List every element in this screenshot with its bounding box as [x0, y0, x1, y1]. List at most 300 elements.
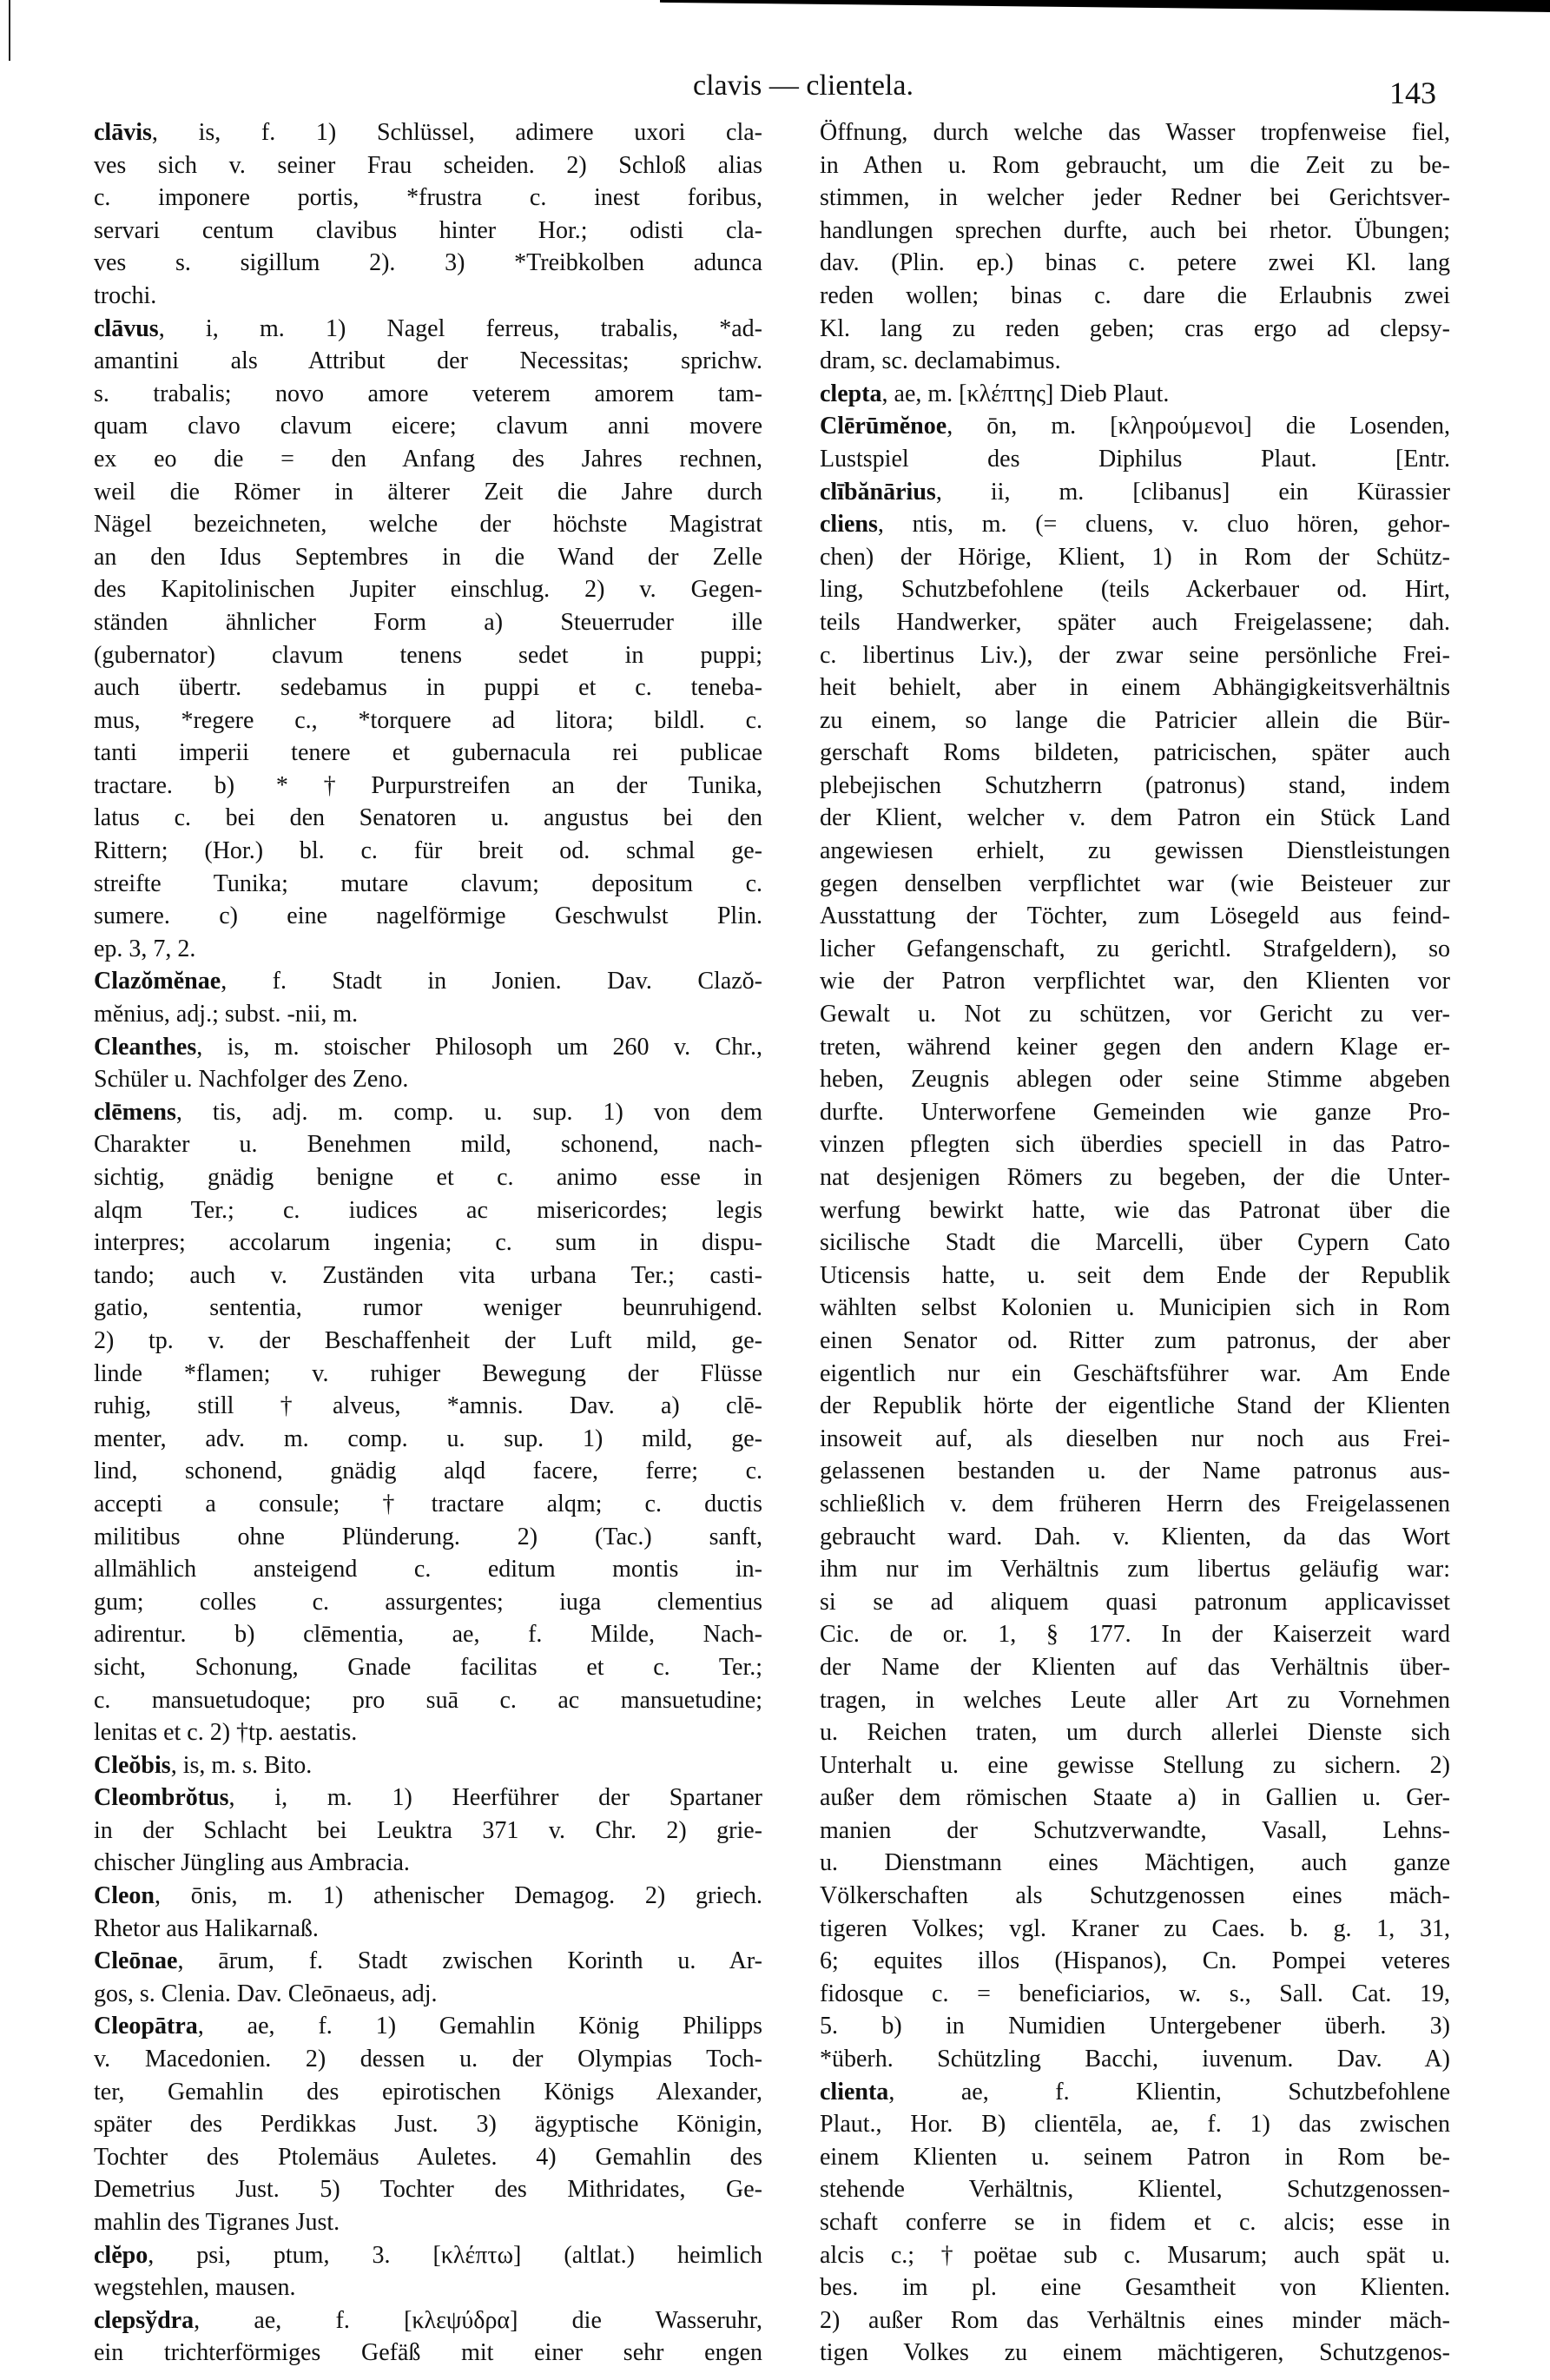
line-text: , ae, f. 1) Gemahlin König Philipps	[197, 2013, 762, 2040]
text-line	[94, 2206, 762, 2239]
text-line	[820, 1063, 1450, 1096]
entry-line	[820, 508, 1450, 541]
line-text: mahlin des Tigranes Just.	[94, 2209, 340, 2236]
text-line	[820, 1913, 1450, 1946]
page-header	[0, 69, 1550, 113]
text-line	[94, 1488, 762, 1521]
line-text: Tochter des Ptolemäus Auletes. 4) Gemahlin des	[94, 2143, 762, 2171]
text-line	[94, 280, 762, 313]
line-text: u. Reichen traten, um durch allerlei Dienste sich	[820, 1719, 1450, 1747]
line-text: lind, schonend, gnädig alqd facere, ferre; c.	[94, 1458, 762, 1485]
text-line	[94, 737, 762, 770]
text-line	[94, 1194, 762, 1227]
line-text: gelassenen bestanden u. der Name patronus aus-	[820, 1458, 1450, 1485]
line-text: v. Macedonien. 2) dessen u. der Olympias Toch-	[94, 2046, 762, 2073]
text-line	[94, 247, 762, 280]
text-line	[820, 2337, 1450, 2370]
line-text: , ntis, m. (= cluens, v. cluo hören, gehor-	[877, 511, 1450, 539]
line-text: (gubernator) clavum tenens sedet in puppi;	[94, 641, 762, 669]
line-text: c. mansuetudoque; pro suā c. ac mansuetudine;	[94, 1686, 762, 1714]
line-text: sicilische Stadt die Marcelli, über Cypern Cato	[820, 1229, 1450, 1257]
line-text: amantini als Attribut der Necessitas; sprichw.	[94, 347, 762, 375]
line-text: linde *flamen; v. ruhiger Bewegung der Flüsse	[94, 1359, 762, 1387]
line-text: tanti imperii tenere et gubernacula rei publicae	[94, 739, 762, 767]
text-line	[94, 378, 762, 411]
line-text: plebejischen Schutzherrn (patronus) stand, indem	[820, 771, 1450, 799]
headword: clepta	[820, 380, 882, 407]
line-text: heben, Zeugnis ablegen oder seine Stimme abgeben	[820, 1066, 1450, 1094]
line-text: teils Handwerker, später auch Freigelassene; dah.	[820, 608, 1450, 636]
text-line	[820, 1128, 1450, 1161]
line-text: Rhetor aus Halikarnaß.	[94, 1914, 319, 1942]
text-line	[820, 1488, 1450, 1521]
text-line	[820, 802, 1450, 835]
line-text: Lustspiel des Diphilus Plaut. [Entr.	[820, 445, 1450, 473]
line-text: schaft conferre se in fidem et c. alcis; esse in	[820, 2209, 1450, 2236]
text-line	[94, 1063, 762, 1096]
entry-line	[94, 1749, 762, 1782]
line-text: Cic. de or. 1, § 177. In der Kaiserzeit ward	[820, 1621, 1450, 1649]
line-text: , ae, m. [κλέπτης] Dieb Plaut.	[881, 380, 1170, 407]
entry-line	[820, 378, 1450, 411]
entry-line	[94, 1031, 762, 1064]
line-text: trochi.	[94, 281, 157, 309]
line-text: , is, m. s. Bito.	[170, 1751, 313, 1779]
line-text: c. imponere portis, *frustra c. inest foribus,	[94, 184, 762, 212]
text-line	[820, 933, 1450, 966]
headword: Cleanthes	[94, 1033, 197, 1061]
line-text: c. libertinus Liv.), der zwar seine persönliche Frei-	[820, 641, 1450, 669]
line-text: mus, *regere c., *torquere ad litora; bildl. c.	[94, 706, 762, 734]
line-text: fidosque c. = beneficiarios, w. s., Sall. Cat. 19,	[820, 1980, 1450, 2007]
text-line	[94, 443, 762, 476]
entry-line	[94, 313, 762, 346]
text-line	[820, 868, 1450, 901]
line-text: gatio, sententia, rumor weniger beunruhigend.	[94, 1294, 762, 1322]
text-line	[820, 1521, 1450, 1554]
text-line	[94, 410, 762, 443]
text-line	[94, 1684, 762, 1717]
line-text: quam clavo clavum eicere; clavum anni movere	[94, 413, 762, 440]
text-line	[94, 182, 762, 215]
text-line	[94, 2043, 762, 2076]
line-text: an den Idus Septembres in die Wand der Zelle	[94, 543, 762, 571]
line-text: alqm Ter.; c. iudices ac misericordes; legis	[94, 1196, 762, 1224]
line-text: ves s. sigillum 2). 3) *Treibkolben adunca	[94, 249, 762, 277]
running-head: clavis — clientela.	[693, 69, 914, 102]
text-line	[820, 541, 1450, 574]
text-line	[820, 1651, 1450, 1684]
line-text: latus c. bei den Senatoren u. angustus bei den	[94, 804, 762, 832]
line-text: 6; equites illos (Hispanos), Cn. Pompei veteres	[820, 1947, 1450, 1975]
line-text: wählten selbst Kolonien u. Municipien sich in Rom	[820, 1294, 1450, 1322]
text-line	[820, 1226, 1450, 1259]
text-line	[820, 606, 1450, 639]
text-line	[94, 2141, 762, 2174]
line-text: ständen ähnlicher Form a) Steuerruder ille	[94, 608, 762, 636]
line-text: adirentur. b) clēmentia, ae, f. Milde, Nach-	[94, 1621, 762, 1649]
line-text: Demetrius Just. 5) Tochter des Mithridates, Ge-	[94, 2176, 762, 2204]
text-line	[820, 1161, 1450, 1194]
text-line	[820, 2010, 1450, 2043]
text-line	[820, 1390, 1450, 1423]
text-line	[94, 835, 762, 868]
line-text: tigen Volkes zu einem mächtigeren, Schutzgenos-	[820, 2339, 1450, 2367]
text-line	[94, 1651, 762, 1684]
text-line	[820, 1586, 1450, 1619]
text-line	[94, 802, 762, 835]
text-line	[820, 2043, 1450, 2076]
line-text: dav. (Plin. ep.) binas c. petere zwei Kl. lang	[820, 249, 1450, 277]
text-line	[820, 1716, 1450, 1749]
line-text: chen) der Hörige, Klient, 1) in Rom der Schütz-	[820, 543, 1450, 571]
scan-edge-line	[9, 0, 10, 61]
text-line	[94, 1292, 762, 1325]
line-text: , ōnis, m. 1) athenischer Demagog. 2) griech.	[155, 1882, 762, 1910]
entry-line	[820, 2076, 1450, 2109]
line-text: sumere. c) eine nagelförmige Geschwulst Plin.	[94, 902, 762, 930]
line-text: tigeren Volkes; vgl. Kraner zu Caes. b. g. 1, 31,	[820, 1914, 1450, 1942]
line-text: zu einem, so lange die Patricier allein die Bür-	[820, 706, 1450, 734]
headword: Cleon	[94, 1882, 155, 1910]
line-text: gos, s. Clenia. Dav. Cleōnaeus, adj.	[94, 1980, 438, 2007]
text-line	[820, 280, 1450, 313]
line-text: accepti a consule; †tractare alqm; c. ductis	[94, 1490, 762, 1517]
line-text: licher Gefangenschaft, zu gerichtl. Strafgeldern), so	[820, 935, 1450, 962]
text-line	[94, 215, 762, 248]
text-line	[820, 182, 1450, 215]
line-text: militibus ohne Plünderung. 2) (Tac.) sanft,	[94, 1523, 762, 1550]
line-text: , ōn, m. [κληρούμενοι] die Losenden,	[946, 413, 1450, 440]
line-text: , is, m. stoischer Philosoph um 260 v. Chr.,	[196, 1033, 762, 1061]
line-text: handlungen sprechen durfte, auch bei rhetor. Übungen;	[820, 216, 1450, 244]
line-text: des Kapitolinischen Jupiter einschlug. 2) v. Gegen-	[94, 576, 762, 604]
line-text: ruhig, still †alveus, *amnis. Dav. a) clē-	[94, 1392, 762, 1420]
text-line	[820, 2141, 1450, 2174]
text-line	[820, 313, 1450, 346]
line-text: werfung bewirkt hatte, wie das Patronat über die	[820, 1196, 1450, 1224]
line-text: tragen, in welches Leute aller Art zu Vornehmen	[820, 1686, 1450, 1714]
line-text: , ārum, f. Stadt zwischen Korinth u. Ar-	[177, 1947, 762, 1975]
text-line	[820, 1096, 1450, 1129]
entry-line	[94, 2239, 762, 2272]
text-line	[820, 1292, 1450, 1325]
line-text: sicht, Schonung, Gnade facilitas et c. Ter.;	[94, 1653, 762, 1681]
line-text: Unterhalt u. eine gewisse Stellung zu sichern. 2)	[820, 1751, 1450, 1779]
line-text: manien der Schutzverwandte, Vasall, Lehns-	[820, 1816, 1450, 1844]
headword: clāvus	[94, 314, 159, 342]
text-line	[820, 1782, 1450, 1815]
scan-shadow	[660, 0, 1550, 12]
text-line	[94, 149, 762, 182]
text-line	[94, 345, 762, 378]
line-text: , tis, adj. m. comp. u. sup. 1) von dem	[175, 1098, 762, 1126]
line-text: Charakter u. Benehmen mild, schonend, nach-	[94, 1131, 762, 1159]
line-text: ling, Schutzbefohlene (teils Ackerbauer od. Hirt,	[820, 576, 1450, 604]
text-line	[820, 2108, 1450, 2141]
text-line	[820, 1815, 1450, 1848]
left-column	[94, 116, 762, 2370]
line-text: treten, während keiner gegen den andern Klage er-	[820, 1033, 1450, 1061]
line-text: stimmen, in welcher jeder Redner bei Gerichtsver-	[820, 184, 1450, 212]
line-text: allmählich ansteigend c. editum montis in-	[94, 1556, 762, 1583]
text-line	[820, 116, 1450, 149]
text-line	[94, 639, 762, 672]
text-line	[820, 1259, 1450, 1292]
headword: Cleopātra	[94, 2013, 198, 2040]
line-text: ep. 3, 7, 2.	[94, 935, 196, 962]
line-text: streifte Tunika; mutare clavum; depositum c.	[94, 869, 762, 897]
text-line	[94, 1716, 762, 1749]
headword: Cleŏbis	[94, 1751, 171, 1779]
line-text: heit behielt, aber in einem Abhängigkeitsverhältnis	[820, 674, 1450, 702]
text-line	[820, 2239, 1450, 2272]
text-line	[94, 1358, 762, 1391]
text-line	[820, 1325, 1450, 1358]
line-text: lenitas et c. 2) †tp. aestatis.	[94, 1719, 358, 1747]
text-line	[820, 1978, 1450, 2011]
page-number: 143	[1389, 76, 1436, 110]
text-line	[94, 1423, 762, 1456]
line-text: Völkerschaften als Schutzgenossen eines mäch-	[820, 1882, 1450, 1910]
line-text: Gewalt u. Not zu schützen, vor Gericht zu ver-	[820, 1001, 1450, 1028]
line-text: si se ad aliquem quasi patronum applicavisset	[820, 1588, 1450, 1616]
text-line	[820, 1847, 1450, 1880]
line-text: ter, Gemahlin des epirotischen Königs Alexander,	[94, 2078, 762, 2106]
line-text: ves sich v. seiner Frau scheiden. 2) Schloß alias	[94, 151, 762, 179]
text-line	[94, 1618, 762, 1651]
text-line	[94, 2337, 762, 2370]
entry-line	[820, 476, 1450, 509]
line-text: einem Klienten u. seinem Patron in Rom be-	[820, 2143, 1450, 2171]
text-line	[94, 1455, 762, 1488]
line-text: Plaut., Hor. B) clientēla, ae, f. 1) das zwischen	[820, 2111, 1450, 2139]
line-text: 2) außer Rom das Verhältnis eines minder mäch-	[820, 2306, 1450, 2334]
text-line	[94, 1259, 762, 1292]
line-text: bes. im pl. eine Gesamtheit von Klienten.	[820, 2274, 1450, 2302]
text-line	[820, 1749, 1450, 1782]
text-line	[94, 606, 762, 639]
line-text: , ae, f. [κλεψύδρα] die Wasseruhr,	[194, 2306, 762, 2334]
headword: Clērūmĕnoe	[820, 413, 947, 440]
line-text: , ae, f. Klientin, Schutzbefohlene	[888, 2078, 1450, 2106]
headword: Cleōnae	[94, 1947, 178, 1975]
text-line	[820, 900, 1450, 933]
line-text: der Name der Klienten auf das Verhältnis über-	[820, 1653, 1450, 1681]
line-text: wie der Patron verpflichtet war, den Klienten vor	[820, 968, 1450, 995]
text-line	[820, 1618, 1450, 1651]
text-line	[820, 1031, 1450, 1064]
line-text: servari centum clavibus hinter Hor.; odisti cla-	[94, 216, 762, 244]
headword: cliens	[820, 511, 878, 539]
line-text: in der Schlacht bei Leuktra 371 v. Chr. 2) grie-	[94, 1816, 762, 1844]
line-text: nat desjenigen Römers zu begeben, der die Unter-	[820, 1164, 1450, 1191]
line-text: Rittern; (Hor.) bl. c. für breit od. schmal ge-	[94, 837, 762, 865]
text-line	[820, 770, 1450, 803]
headword: Cleombrŏtus	[94, 1784, 229, 1812]
line-text: durfte. Unterworfene Gemeinden wie ganze Pro-	[820, 1098, 1450, 1126]
line-text: auch übertr. sedebamus in puppi et c. teneba-	[94, 674, 762, 702]
text-line	[820, 1684, 1450, 1717]
text-line	[820, 671, 1450, 704]
line-text: tractare. b) *†Purpurstreifen an der Tunika,	[94, 771, 762, 799]
line-text: Uticensis hatte, u. seit dem Ende der Republik	[820, 1261, 1450, 1289]
line-text: chischer Jüngling aus Ambracia.	[94, 1849, 410, 1877]
line-text: , i, m. 1) Heerführer der Spartaner	[228, 1784, 762, 1812]
text-line	[820, 573, 1450, 606]
text-line	[820, 639, 1450, 672]
text-line	[94, 1847, 762, 1880]
text-line	[94, 1226, 762, 1259]
text-line	[820, 2173, 1450, 2206]
entry-line	[94, 1945, 762, 1978]
text-line	[94, 2173, 762, 2206]
line-text: 5. b) in Numidien Untergebener überh. 3)	[820, 2013, 1450, 2040]
text-line	[94, 1978, 762, 2011]
line-text: weil die Römer in älterer Zeit die Jahre durch	[94, 478, 762, 506]
entry-line	[94, 1782, 762, 1815]
text-line	[820, 835, 1450, 868]
text-line	[820, 737, 1450, 770]
line-text: dram, sc. declamabimus.	[820, 347, 1061, 375]
line-text: Nägel bezeichneten, welche der höchste Magistrat	[94, 511, 762, 539]
text-line	[820, 1945, 1450, 1978]
text-line	[94, 476, 762, 509]
line-text: s. trabalis; novo amore veterem amorem tam-	[94, 380, 762, 407]
line-text: , ii, m. [clibanus] ein Kürassier	[935, 478, 1450, 506]
headword: clēmens	[94, 1098, 176, 1126]
line-text: alcis c.; †poëtae sub c. Musarum; auch spät u.	[820, 2241, 1450, 2269]
line-text: , is, f. 1) Schlüssel, adimere uxori cla-	[151, 119, 762, 146]
line-text: später des Perdikkas Just. 3) ägyptische Königin,	[94, 2111, 762, 2139]
line-text: 2) tp. v. der Beschaffenheit der Luft mild, ge-	[94, 1326, 762, 1354]
text-line	[94, 770, 762, 803]
text-line	[94, 998, 762, 1031]
line-text: *überh. Schützling Bacchi, iuvenum. Dav. A)	[820, 2046, 1450, 2073]
line-text: gegen denselben verpflichtet war (wie Beisteuer zur	[820, 869, 1450, 897]
line-text: ihm nur im Verhältnis zum libertus geläufig war:	[820, 1556, 1450, 1583]
text-line	[94, 1913, 762, 1946]
line-text: in Athen u. Rom gebraucht, um die Zeit zu be-	[820, 151, 1450, 179]
text-line	[820, 704, 1450, 737]
line-text: u. Dienstmann eines Mächtigen, auch ganze	[820, 1849, 1450, 1877]
entry-line	[94, 965, 762, 998]
line-text: reden wollen; binas c. dare die Erlaubnis zwei	[820, 281, 1450, 309]
line-text: menter, adv. m. comp. u. sup. 1) mild, ge-	[94, 1425, 762, 1452]
line-text: , i, m. 1) Nagel ferreus, trabalis, *ad-	[158, 314, 762, 342]
text-line	[94, 573, 762, 606]
text-line	[820, 965, 1450, 998]
text-line	[820, 1358, 1450, 1391]
line-text: außer dem römischen Staate a) in Gallien u. Ger-	[820, 1784, 1450, 1812]
text-line	[820, 2271, 1450, 2304]
line-text: interpres; accolarum ingenia; c. sum in dispu-	[94, 1229, 762, 1257]
entry-line	[94, 2010, 762, 2043]
text-line	[820, 1455, 1450, 1488]
headword: clienta	[820, 2078, 889, 2106]
line-text: gerschaft Roms bildeten, patricischen, später auch	[820, 739, 1450, 767]
line-text: , psi, ptum, 3. [κλέπτω] (altlat.) heimlich	[148, 2241, 762, 2269]
text-line	[94, 671, 762, 704]
text-line	[820, 247, 1450, 280]
line-text: stehende Verhältnis, Klientel, Schutzgenossen-	[820, 2176, 1450, 2204]
line-text: , f. Stadt in Jonien. Dav. Clazŏ-	[221, 968, 762, 995]
line-text: einen Senator od. Ritter zum patronus, der aber	[820, 1326, 1450, 1354]
headword: clībănārius	[820, 478, 936, 506]
text-line	[94, 868, 762, 901]
text-line	[820, 1880, 1450, 1913]
line-text: eigentlich nur ein Geschäftsführer war. Am Ende	[820, 1359, 1450, 1387]
line-text: mĕnius, adj.; subst. -nii, m.	[94, 1001, 359, 1028]
entry-line	[94, 116, 762, 149]
text-line	[94, 541, 762, 574]
text-line	[94, 2108, 762, 2141]
text-line	[94, 1815, 762, 1848]
headword: clāvis	[94, 119, 152, 146]
line-text: gum; colles c. assurgentes; iuga clementius	[94, 1588, 762, 1616]
text-line	[820, 1194, 1450, 1227]
line-text: ein trichterförmiges Gefäß mit einer sehr engen	[94, 2339, 762, 2367]
text-line	[94, 704, 762, 737]
headword: clĕpo	[94, 2241, 148, 2269]
headword: clepsўdra	[94, 2306, 195, 2334]
text-line	[820, 2206, 1450, 2239]
text-line	[94, 1325, 762, 1358]
text-line	[94, 1521, 762, 1554]
line-text: Schüler u. Nachfolger des Zeno.	[94, 1066, 409, 1094]
text-line	[94, 1553, 762, 1586]
text-line	[94, 1586, 762, 1619]
entry-line	[94, 1880, 762, 1913]
text-line	[820, 443, 1450, 476]
entry-line	[94, 1096, 762, 1129]
text-line	[820, 1423, 1450, 1456]
text-line	[94, 2076, 762, 2109]
text-line	[94, 2271, 762, 2304]
text-line	[94, 900, 762, 933]
text-line	[94, 933, 762, 966]
text-line	[94, 508, 762, 541]
line-text: ex eo die = den Anfang des Jahres rechnen,	[94, 445, 762, 473]
line-text: vinzen pflegten sich überdies speciell in das Patro-	[820, 1131, 1450, 1159]
line-text: tando; auch v. Zuständen vita urbana Ter.; casti-	[94, 1261, 762, 1289]
text-line	[820, 215, 1450, 248]
line-text: insoweit auf, als dieselben nur noch aus Frei-	[820, 1425, 1450, 1452]
line-text: Kl. lang zu reden geben; cras ergo ad clepsy-	[820, 314, 1450, 342]
line-text: wegstehlen, mausen.	[94, 2274, 296, 2302]
line-text: der Republik hörte der eigentliche Stand der Klienten	[820, 1392, 1450, 1420]
line-text: angewiesen erhielt, zu gewissen Dienstleistungen	[820, 837, 1450, 865]
text-line	[820, 2304, 1450, 2337]
line-text: Ausstattung der Töchter, zum Lösegeld aus feind-	[820, 902, 1450, 930]
text-line	[820, 998, 1450, 1031]
line-text: der Klient, welcher v. dem Patron ein Stück Land	[820, 804, 1450, 832]
line-text: Öffnung, durch welche das Wasser tropfenweise fiel,	[820, 119, 1450, 146]
text-line	[94, 1128, 762, 1161]
line-text: sichtig, gnädig benigne et c. animo esse in	[94, 1164, 762, 1191]
headword: Clazŏmĕnae	[94, 968, 221, 995]
entry-line	[94, 2304, 762, 2337]
entry-line	[820, 410, 1450, 443]
text-line	[820, 149, 1450, 182]
line-text: gebraucht ward. Dah. v. Klienten, da das Wort	[820, 1523, 1450, 1550]
right-column	[820, 116, 1450, 2370]
text-line	[94, 1161, 762, 1194]
text-line	[820, 1553, 1450, 1586]
line-text: schließlich v. dem früheren Herrn des Freigelassenen	[820, 1490, 1450, 1517]
text-line	[820, 345, 1450, 378]
text-line	[94, 1390, 762, 1423]
